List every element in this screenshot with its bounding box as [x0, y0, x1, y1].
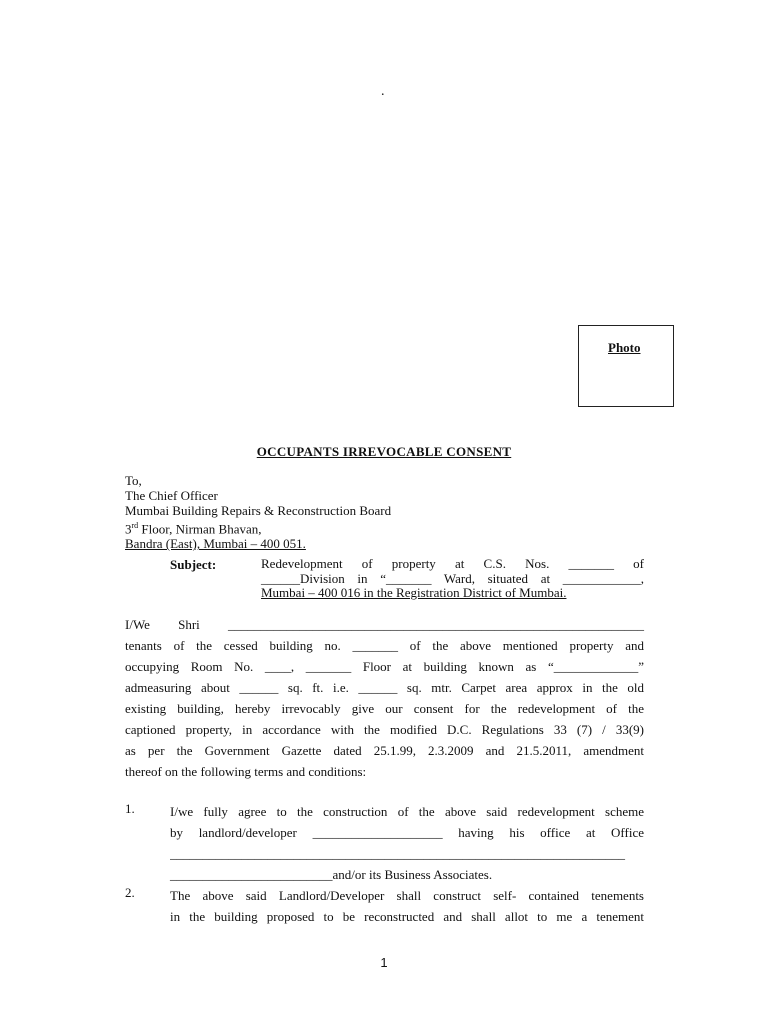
subject-line-1: Redevelopment of property at C.S. Nos. _______ of — [261, 556, 644, 571]
paragraph-line: I/We Shri ________________________________________________________________ — [125, 617, 644, 632]
address-board: Mumbai Building Repairs & Reconstruction Board — [125, 503, 392, 518]
photo-label: Photo — [608, 340, 641, 355]
header-mark: . — [381, 84, 385, 99]
floor-suffix: rd — [131, 521, 139, 530]
floor-number: 3 — [125, 521, 132, 537]
item-line: The above said Landlord/Developer shall construct self- contained tenements — [170, 888, 644, 903]
address-floor — [125, 518, 391, 536]
list-item — [170, 885, 644, 927]
item-number: 1. — [125, 801, 135, 816]
address-officer: The Chief Officer — [125, 488, 218, 503]
floor-rest: Floor, Nirman Bhavan, — [138, 521, 262, 537]
paragraph-line: as per the Government Gazette dated 25.1.99, 2.3.2009 and 21.5.2011, amendment — [125, 743, 644, 758]
subject-text — [261, 557, 644, 601]
paragraph-line: occupying Room No. ____, _______ Floor at building known as “_____________” — [125, 659, 644, 674]
item-line: in the building proposed to be reconstructed and shall allot to me a tenement — [170, 909, 644, 924]
item-line: by landlord/developer ____________________ having his office at Office — [170, 825, 644, 840]
paragraph-line: thereof on the following terms and conditions: — [125, 764, 367, 779]
photo-box — [578, 325, 674, 407]
address-block — [125, 473, 391, 551]
document-title: OCCUPANTS IRREVOCABLE CONSENT — [256, 444, 512, 459]
subject-line-2: ______Division in “_______ Ward, situated at ____________, — [261, 570, 644, 586]
paragraph-line: admeasuring about ______ sq. ft. i.e. ______ sq. mtr. Carpet area approx in the old — [125, 680, 644, 695]
item-number: 2. — [125, 885, 135, 900]
subject-line-3: Mumbai – 400 016 in the Registration District of Mumbai. — [261, 585, 567, 600]
address-city: Bandra (East), Mumbai – 400 051. — [125, 536, 306, 552]
item-line: ______________________________________________________________________ — [170, 846, 625, 861]
list-item — [170, 801, 644, 885]
page-number: 1 — [380, 955, 388, 970]
paragraph-line: existing building, hereby irrevocably give our consent for the redevelopment of the — [125, 701, 644, 716]
consent-paragraph — [125, 614, 644, 782]
item-line: I/we fully agree to the construction of the above said redevelopment scheme — [170, 804, 644, 819]
item-line: _________________________and/or its Business Associates. — [170, 867, 493, 882]
address-to: To, — [125, 473, 142, 488]
subject-label: Subject: — [170, 557, 217, 572]
paragraph-line: tenants of the cessed building no. _______ of the above mentioned property and — [125, 638, 644, 653]
paragraph-line: captioned property, in accordance with the modified D.C. Regulations 33 (7) / 33(9) — [125, 722, 644, 737]
